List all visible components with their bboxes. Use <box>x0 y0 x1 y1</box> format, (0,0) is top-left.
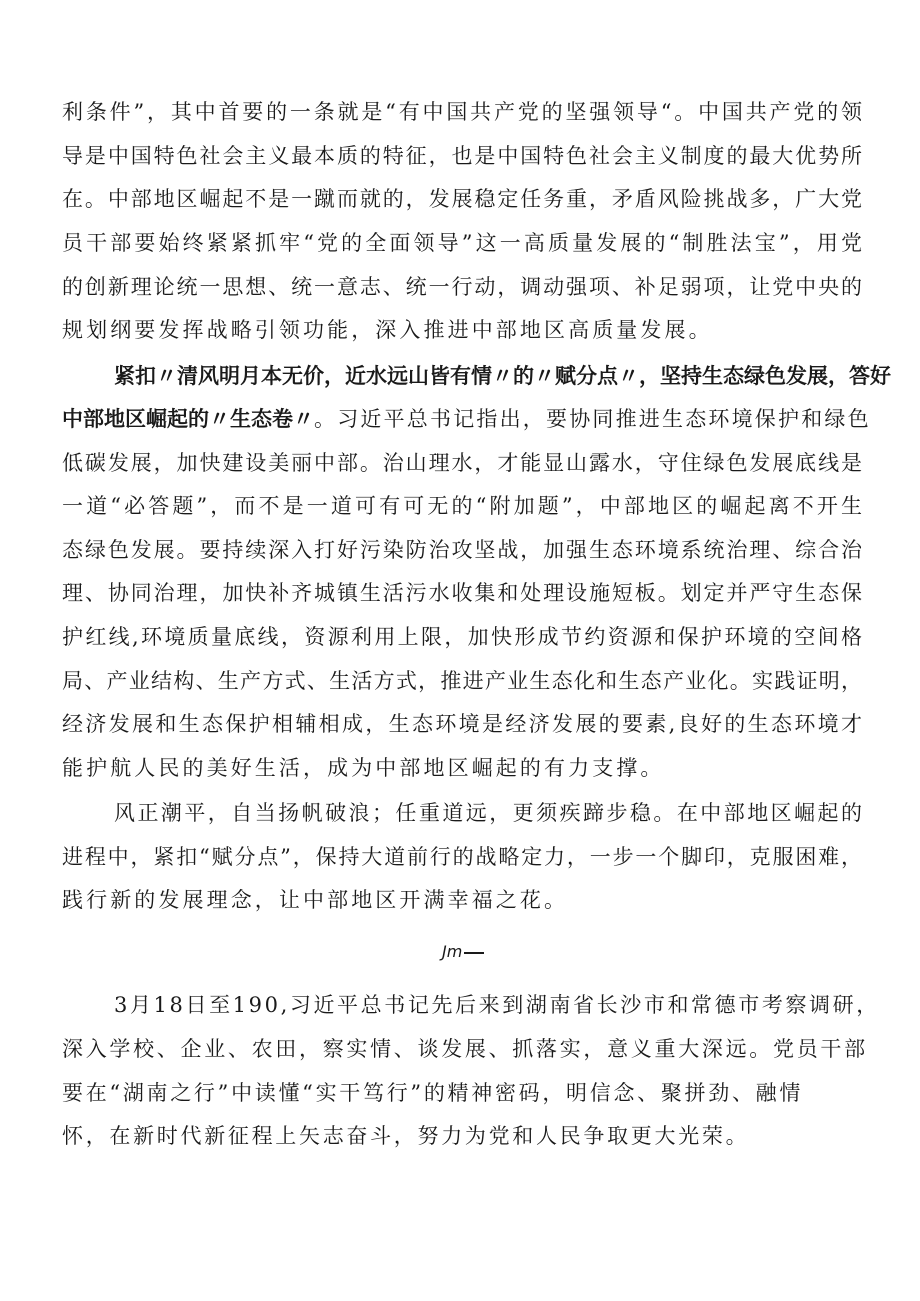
bold-heading-text: 中部地区崛起的〃生态卷〃 <box>62 407 314 431</box>
section-separator: Jm <box>442 942 484 961</box>
text-line: 3月18日至190,习近平总书记先后来到湖南省长沙市和常德市考察调研， <box>114 993 880 1017</box>
bold-heading-text: 紧扣〃清风明月本无价，近水远山皆有情〃的〃赋分点〃，坚持生态绿色发展，答好 <box>114 364 891 388</box>
text-run: 。习近平总书记指出，要协同推进生态环境保护和绿色 <box>314 407 871 431</box>
text-line: 员干部要始终紧紧抓牢“党的全面领导”这一高质量发展的“制胜法宝”，用党 <box>62 231 862 255</box>
text-line: 局、产业结构、生产方式、生活方式，推进产业生态化和生态产业化。实践证明， <box>62 669 862 693</box>
text-line: 导是中国特色社会主义最本质的特征，也是中国特色社会主义制度的最大优势所 <box>62 144 862 168</box>
text-line: 的创新理论统一思想、统一意志、统一行动，调动强项、补足弱项，让党中央的 <box>62 275 862 299</box>
text-line: 利条件”，其中首要的一条就是“有中国共产党的坚强领导“。中国共产党的领 <box>62 100 862 124</box>
text-line: 能护航人民的美好生活，成为中部地区崛起的有力支撑。 <box>62 756 665 780</box>
text-line: 践行新的发展理念，让中部地区开满幸福之花。 <box>62 888 569 912</box>
text-line: 低碳发展，加快建设美丽中部。治山理水，才能显山露水，守住绿色发展底线是 <box>62 451 862 475</box>
text-line: 怀，在新时代新征程上矢志奋斗，努力为党和人民争取更大光荣。 <box>62 1124 750 1148</box>
bold-heading-line <box>114 361 891 391</box>
text-line: 规划纲要发挥战略引领功能，深入推进中部地区高质量发展。 <box>62 318 713 342</box>
text-line: 深入学校、企业、农田，察实情、谈发展、抓落实，意义重大深远。党员干部 <box>62 1037 868 1061</box>
text-line: 一道“必答题”，而不是一道可有可无的“附加题”，中部地区的崛起离不开生 <box>62 494 862 518</box>
text-line: 要在“湖南之行”中读懂“实干笃行”的精神密码，明信念、聚拼劲、融情 <box>62 1081 804 1105</box>
text-line: 进程中，紧扣“赋分点”，保持大道前行的战略定力，一步一个脚印，克服困难， <box>62 845 862 869</box>
text-line <box>62 404 871 434</box>
text-line: 风正潮平，自当扬帆破浪；任重道远，更须疾蹄步稳。在中部地区崛起的 <box>114 801 862 825</box>
text-line: 理、协同治理，加快补齐城镇生活污水收集和处理设施短板。划定并严守生态保 <box>62 581 862 605</box>
text-line: 在。中部地区崛起不是一蹴而就的，发展稳定任务重，矛盾风险挑战多，广大党 <box>62 187 862 211</box>
text-line: 态绿色发展。要持续深入打好污染防治攻坚战，加强生态环境系统治理、综合治 <box>62 538 862 562</box>
text-line: 经济发展和生态保护相辅相成，生态环境是经济发展的要素,良好的生态环境才 <box>62 712 862 736</box>
text-line: 护红线,环境质量底线，资源利用上限，加快形成节约资源和保护环境的空间格 <box>62 625 862 649</box>
